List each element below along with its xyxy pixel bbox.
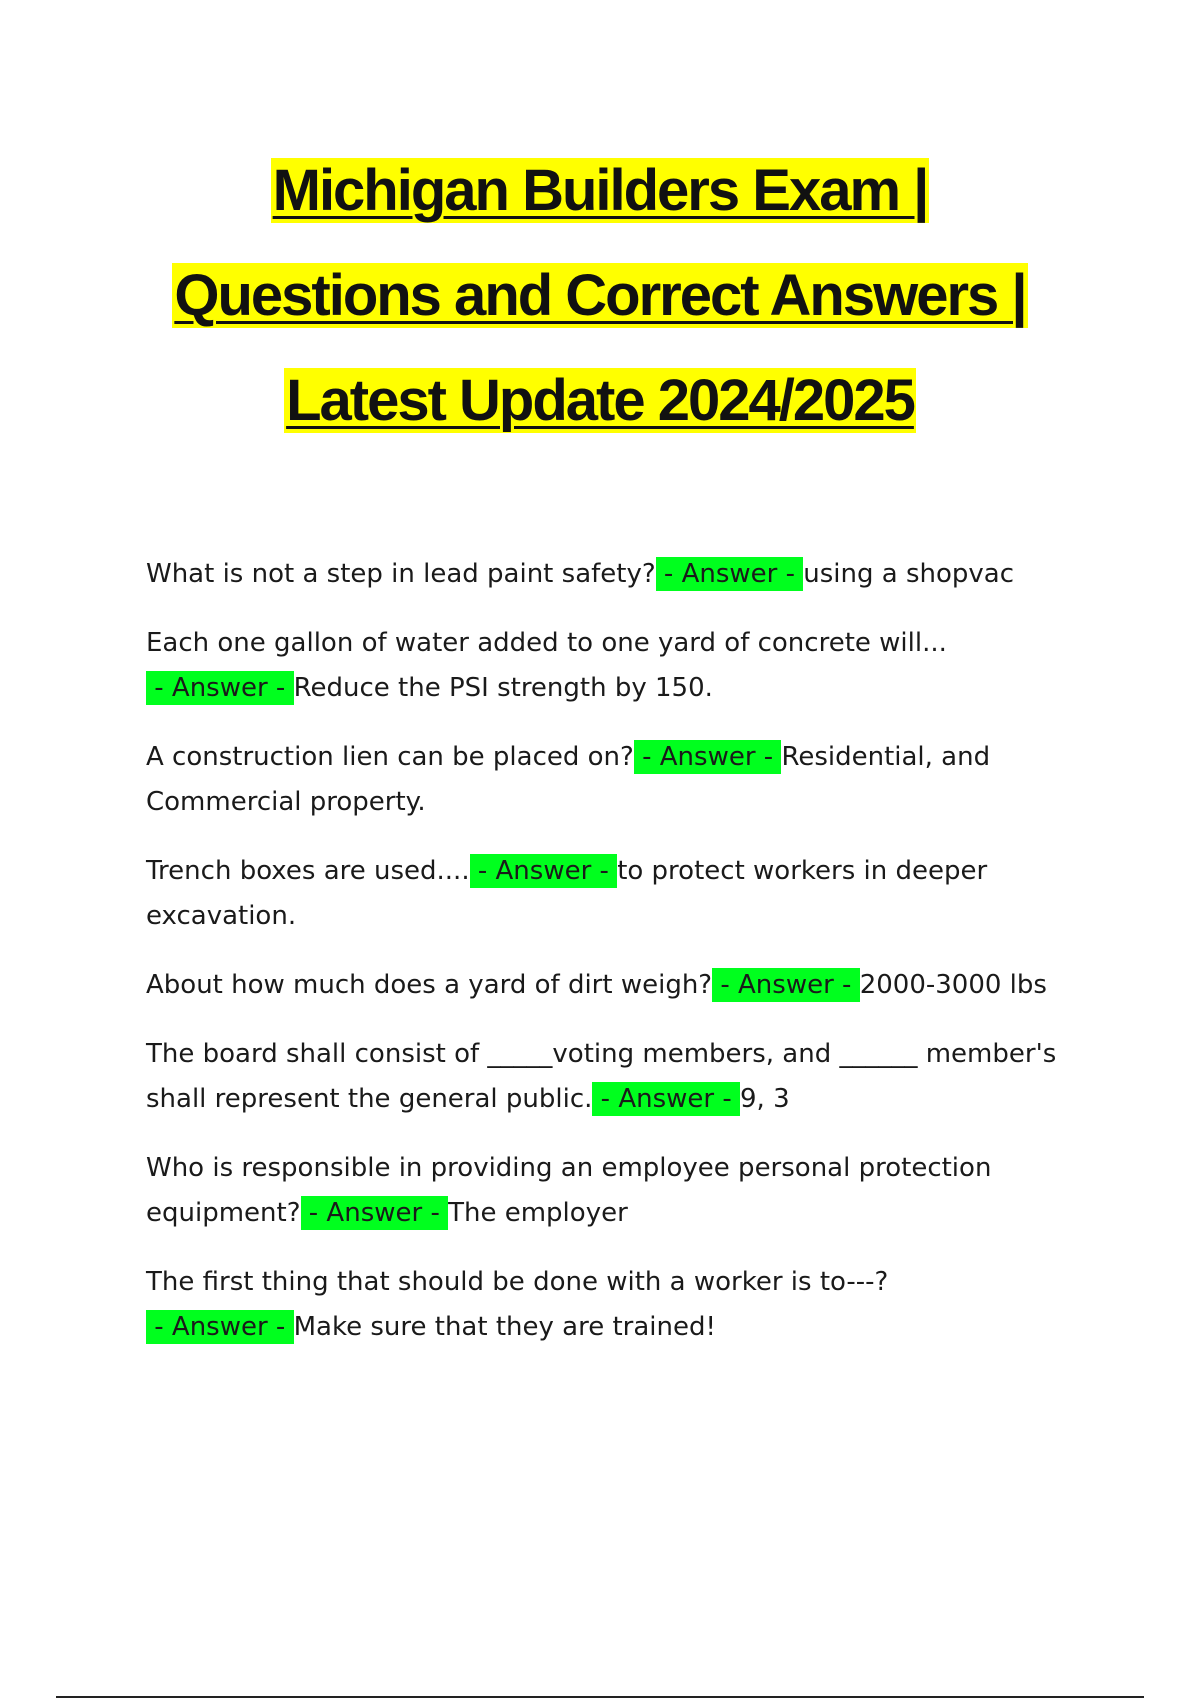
answer-text: Make sure that they are trained! <box>293 1312 716 1342</box>
answer-text: using a shopvac <box>803 559 1014 589</box>
answer-text: The employer <box>448 1198 628 1228</box>
qa-list <box>146 552 1094 1374</box>
answer-marker: - Answer - <box>146 1312 294 1342</box>
qa-item <box>146 1032 1094 1122</box>
title-text-1: Michigan Builders Exam | <box>272 158 928 223</box>
title-text-2: Questions and Correct Answers | <box>174 263 1026 328</box>
answer-marker: - Answer - <box>146 673 294 703</box>
document-title <box>0 138 1200 453</box>
qa-item <box>146 1146 1094 1236</box>
answer-marker: - Answer - <box>655 559 804 589</box>
answer-marker: - Answer - <box>633 742 782 772</box>
answer-marker: - Answer - <box>712 970 860 1000</box>
qa-item <box>146 1260 1094 1350</box>
question-text: The first thing that should be done with a worker is to---? <box>146 1267 889 1297</box>
question-text: About how much does a yard of dirt weigh? <box>146 970 713 1000</box>
qa-item <box>146 735 1094 825</box>
answer-marker: - Answer - <box>592 1084 740 1114</box>
question-text: The board shall consist of _____voting members, and ______ member's shall represent the general public. <box>146 1039 1057 1114</box>
answer-text: 2000-3000 lbs <box>859 970 1047 1000</box>
title-line-2 <box>0 243 1200 348</box>
title-text-3: Latest Update 2024/2025 <box>286 368 914 433</box>
question-text: Trench boxes are used.... <box>146 856 470 886</box>
answer-marker: - Answer - <box>300 1198 449 1228</box>
question-text: What is not a step in lead paint safety? <box>146 559 656 589</box>
answer-marker: - Answer - <box>469 856 618 886</box>
qa-item <box>146 849 1094 939</box>
qa-item <box>146 963 1094 1008</box>
question-text: Each one gallon of water added to one yard of concrete will... <box>146 628 947 658</box>
page-bottom-rule <box>56 1696 1144 1698</box>
answer-text: Residential, and Commercial property. <box>146 742 991 817</box>
title-line-1 <box>0 138 1200 243</box>
answer-text: 9, 3 <box>740 1084 790 1114</box>
answer-text: to protect workers in deeper excavation. <box>146 856 988 931</box>
title-line-3 <box>0 348 1200 453</box>
qa-item <box>146 552 1094 597</box>
qa-item <box>146 621 1094 711</box>
answer-text: Reduce the PSI strength by 150. <box>293 673 713 703</box>
question-text: Who is responsible in providing an employee personal protection equipment? <box>146 1153 992 1228</box>
question-text: A construction lien can be placed on? <box>146 742 634 772</box>
